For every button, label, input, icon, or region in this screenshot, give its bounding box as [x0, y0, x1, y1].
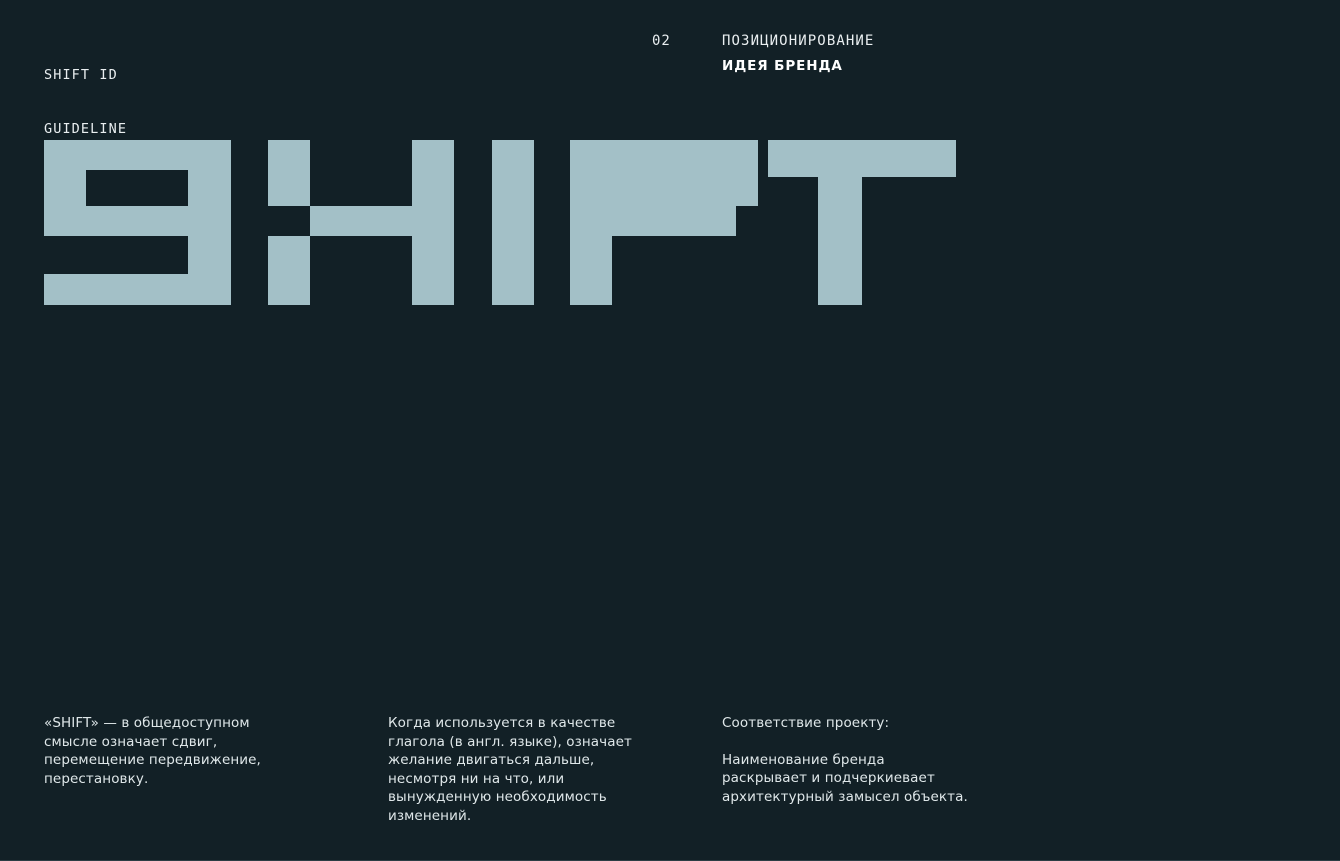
logo-block: [44, 170, 86, 206]
section-title: ПОЗИЦИОНИРОВАНИЕ: [722, 33, 875, 49]
section-subtitle: ИДЕЯ БРЕНДА: [722, 58, 843, 74]
description-column-1: [44, 714, 294, 788]
column-3-paragraph-2: Наименование бренда раскрывает и подчеркиевает архитектурный замысел объекта.: [722, 751, 968, 805]
page-header: [0, 0, 1340, 137]
brand-line-1: SHIFT ID: [44, 67, 118, 83]
logo-block: [570, 236, 612, 305]
brand-line-2: GUIDELINE: [44, 121, 128, 137]
logo-block: [570, 140, 758, 206]
column-1-paragraph-1: «SHIFT» — в общедоступном смысле означает сдвиг, перемещение передвижение, перестановку.: [44, 715, 261, 787]
description-column-3: [722, 714, 972, 806]
logo-block: [310, 206, 412, 236]
column-2-paragraph-1: Когда используется в качестве глагола (в англ. языке), означает желание двигаться дальше, несмотря ни на что, или вынужденную необходимость изменений.: [388, 715, 632, 824]
logo-block: [412, 140, 454, 305]
logo-block: [268, 236, 310, 305]
shift-wordmark-logo: [44, 140, 956, 305]
logo-block: [188, 140, 231, 305]
logo-block: [492, 140, 534, 305]
logo-block: [570, 206, 736, 236]
description-column-2: [388, 714, 656, 825]
page-number: 02: [652, 33, 671, 49]
logo-block: [268, 140, 310, 206]
logo-block: [768, 140, 956, 177]
column-3-paragraph-1: Соответствие проекту:: [722, 715, 890, 731]
logo-block: [818, 177, 862, 305]
